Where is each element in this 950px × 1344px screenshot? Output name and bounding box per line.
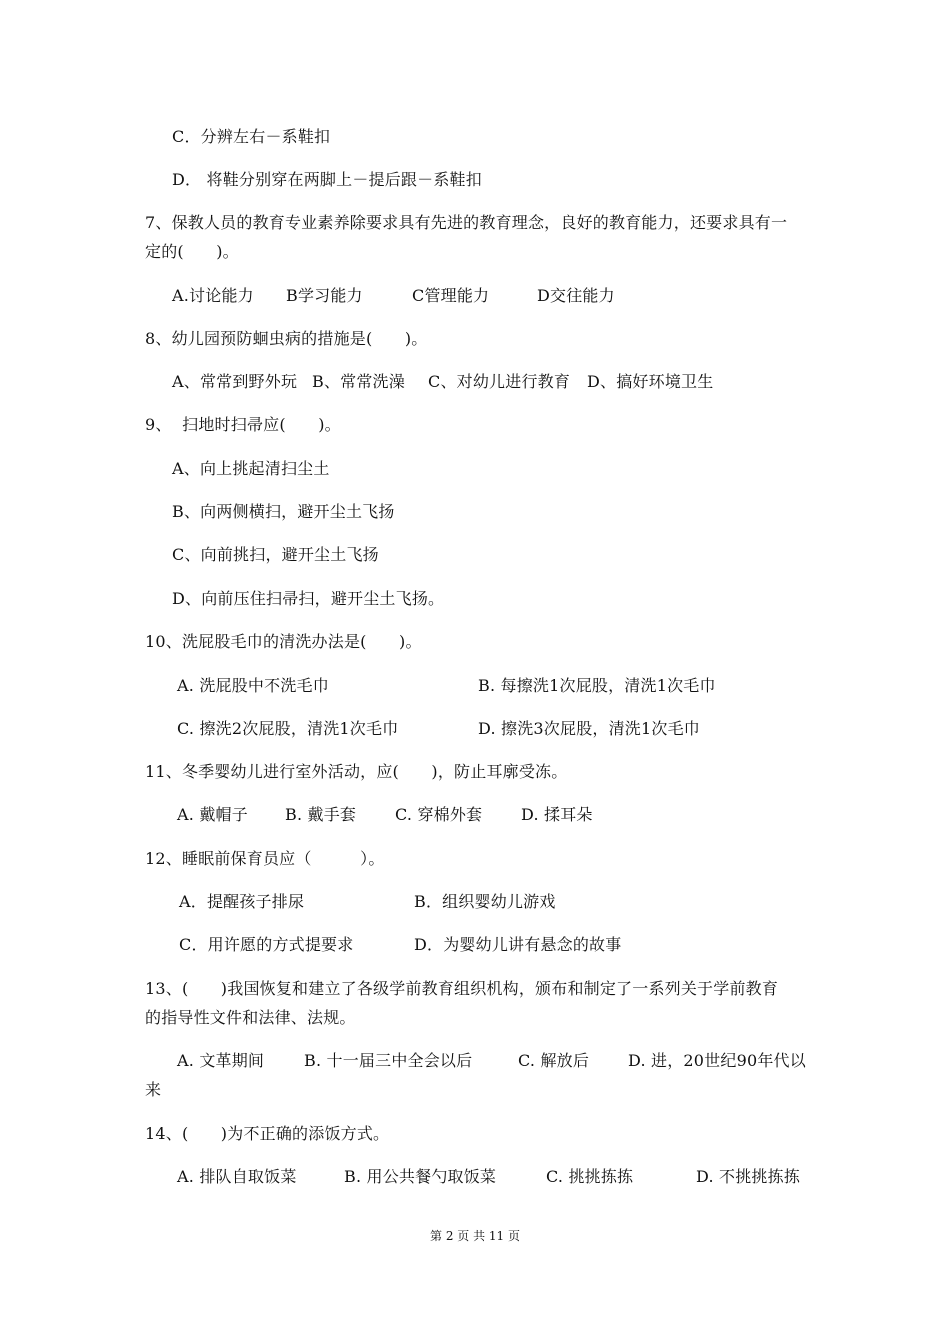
q11-option-a: A. 戴帽子 — [177, 805, 248, 824]
q7-option-b: B学习能力 — [286, 286, 363, 305]
q9-option-c: C、向前挑扫，避开尘土飞扬 — [172, 545, 379, 564]
q12-option-b: B．组织婴幼儿游戏 — [414, 892, 556, 911]
q9-option-a: A、向上挑起清扫尘土 — [172, 459, 330, 478]
q9-text: 9、 扫地时扫帚应( )。 — [145, 415, 341, 434]
q13-option-d-continued: 来 — [145, 1080, 162, 1099]
q7-text-line1: 7、保教人员的教育专业素养除要求具有先进的教育理念，良好的教育能力，还要求具有一 — [145, 213, 788, 232]
q8-text: 8、幼儿园预防蛔虫病的措施是( )。 — [145, 329, 428, 348]
q6-option-c: C．分辨左右－系鞋扣 — [172, 127, 331, 146]
q10-option-b: B. 每擦洗1次屁股，清洗1次毛巾 — [478, 676, 716, 695]
q11-option-b: B. 戴手套 — [285, 805, 357, 824]
q8-option-c: C、对幼儿进行教育 — [428, 372, 571, 391]
q11-option-c: C. 穿棉外套 — [395, 805, 483, 824]
q7-option-c: C管理能力 — [412, 286, 490, 305]
q12-option-c: C．用许愿的方式提要求 — [179, 935, 354, 954]
q13-text-line1: 13、( )我国恢复和建立了各级学前教育组织机构，颁布和制定了一系列关于学前教育 — [145, 979, 779, 998]
q7-option-a: A.讨论能力 — [172, 286, 254, 305]
q9-option-b: B、向两侧横扫，避开尘土飞扬 — [172, 502, 395, 521]
q14-option-b: B. 用公共餐勺取饭菜 — [344, 1167, 497, 1186]
q7-text-line2: 定的( )。 — [145, 242, 239, 261]
q13-text-line2: 的指导性文件和法律、法规。 — [145, 1008, 356, 1027]
q10-text: 10、洗屁股毛巾的清洗办法是( )。 — [145, 632, 422, 651]
q10-option-a: A. 洗屁股中不洗毛巾 — [177, 676, 329, 695]
q12-text: 12、睡眠前保育员应（ ）。 — [145, 849, 385, 868]
q12-option-a: A．提醒孩子排尿 — [179, 892, 305, 911]
q14-option-a: A. 排队自取饭菜 — [177, 1167, 297, 1186]
q13-option-a: A. 文革期间 — [177, 1051, 265, 1070]
q10-option-d: D. 擦洗3次屁股，清洗1次毛巾 — [478, 719, 700, 738]
q14-option-d: D. 不挑挑拣拣 — [696, 1167, 801, 1186]
q8-option-d: D、搞好环境卫生 — [587, 372, 714, 391]
q13-option-c: C. 解放后 — [518, 1051, 590, 1070]
q11-option-d: D. 揉耳朵 — [521, 805, 593, 824]
q9-option-d: D、向前压住扫帚扫，避开尘土飞扬。 — [172, 589, 445, 608]
q8-option-a: A、常常到野外玩 — [172, 372, 298, 391]
q14-option-c: C. 挑挑拣拣 — [546, 1167, 634, 1186]
q11-text: 11、冬季婴幼儿进行室外活动，应( )，防止耳廓受冻。 — [145, 762, 568, 781]
q6-option-d: D． 将鞋分别穿在两脚上－提后跟－系鞋扣 — [172, 170, 482, 189]
q13-option-b: B. 十一届三中全会以后 — [304, 1051, 473, 1070]
q12-option-d: D．为婴幼儿讲有悬念的故事 — [414, 935, 622, 954]
q10-option-c: C. 擦洗2次屁股，清洗1次毛巾 — [177, 719, 399, 738]
q14-text: 14、( )为不正确的添饭方式。 — [145, 1124, 390, 1143]
page-footer: 第 2 页 共 11 页 — [430, 1229, 520, 1243]
q8-option-b: B、常常洗澡 — [312, 372, 405, 391]
q7-option-d: D交往能力 — [537, 286, 615, 305]
q13-option-d: D. 进，20世纪90年代以 — [628, 1051, 806, 1070]
